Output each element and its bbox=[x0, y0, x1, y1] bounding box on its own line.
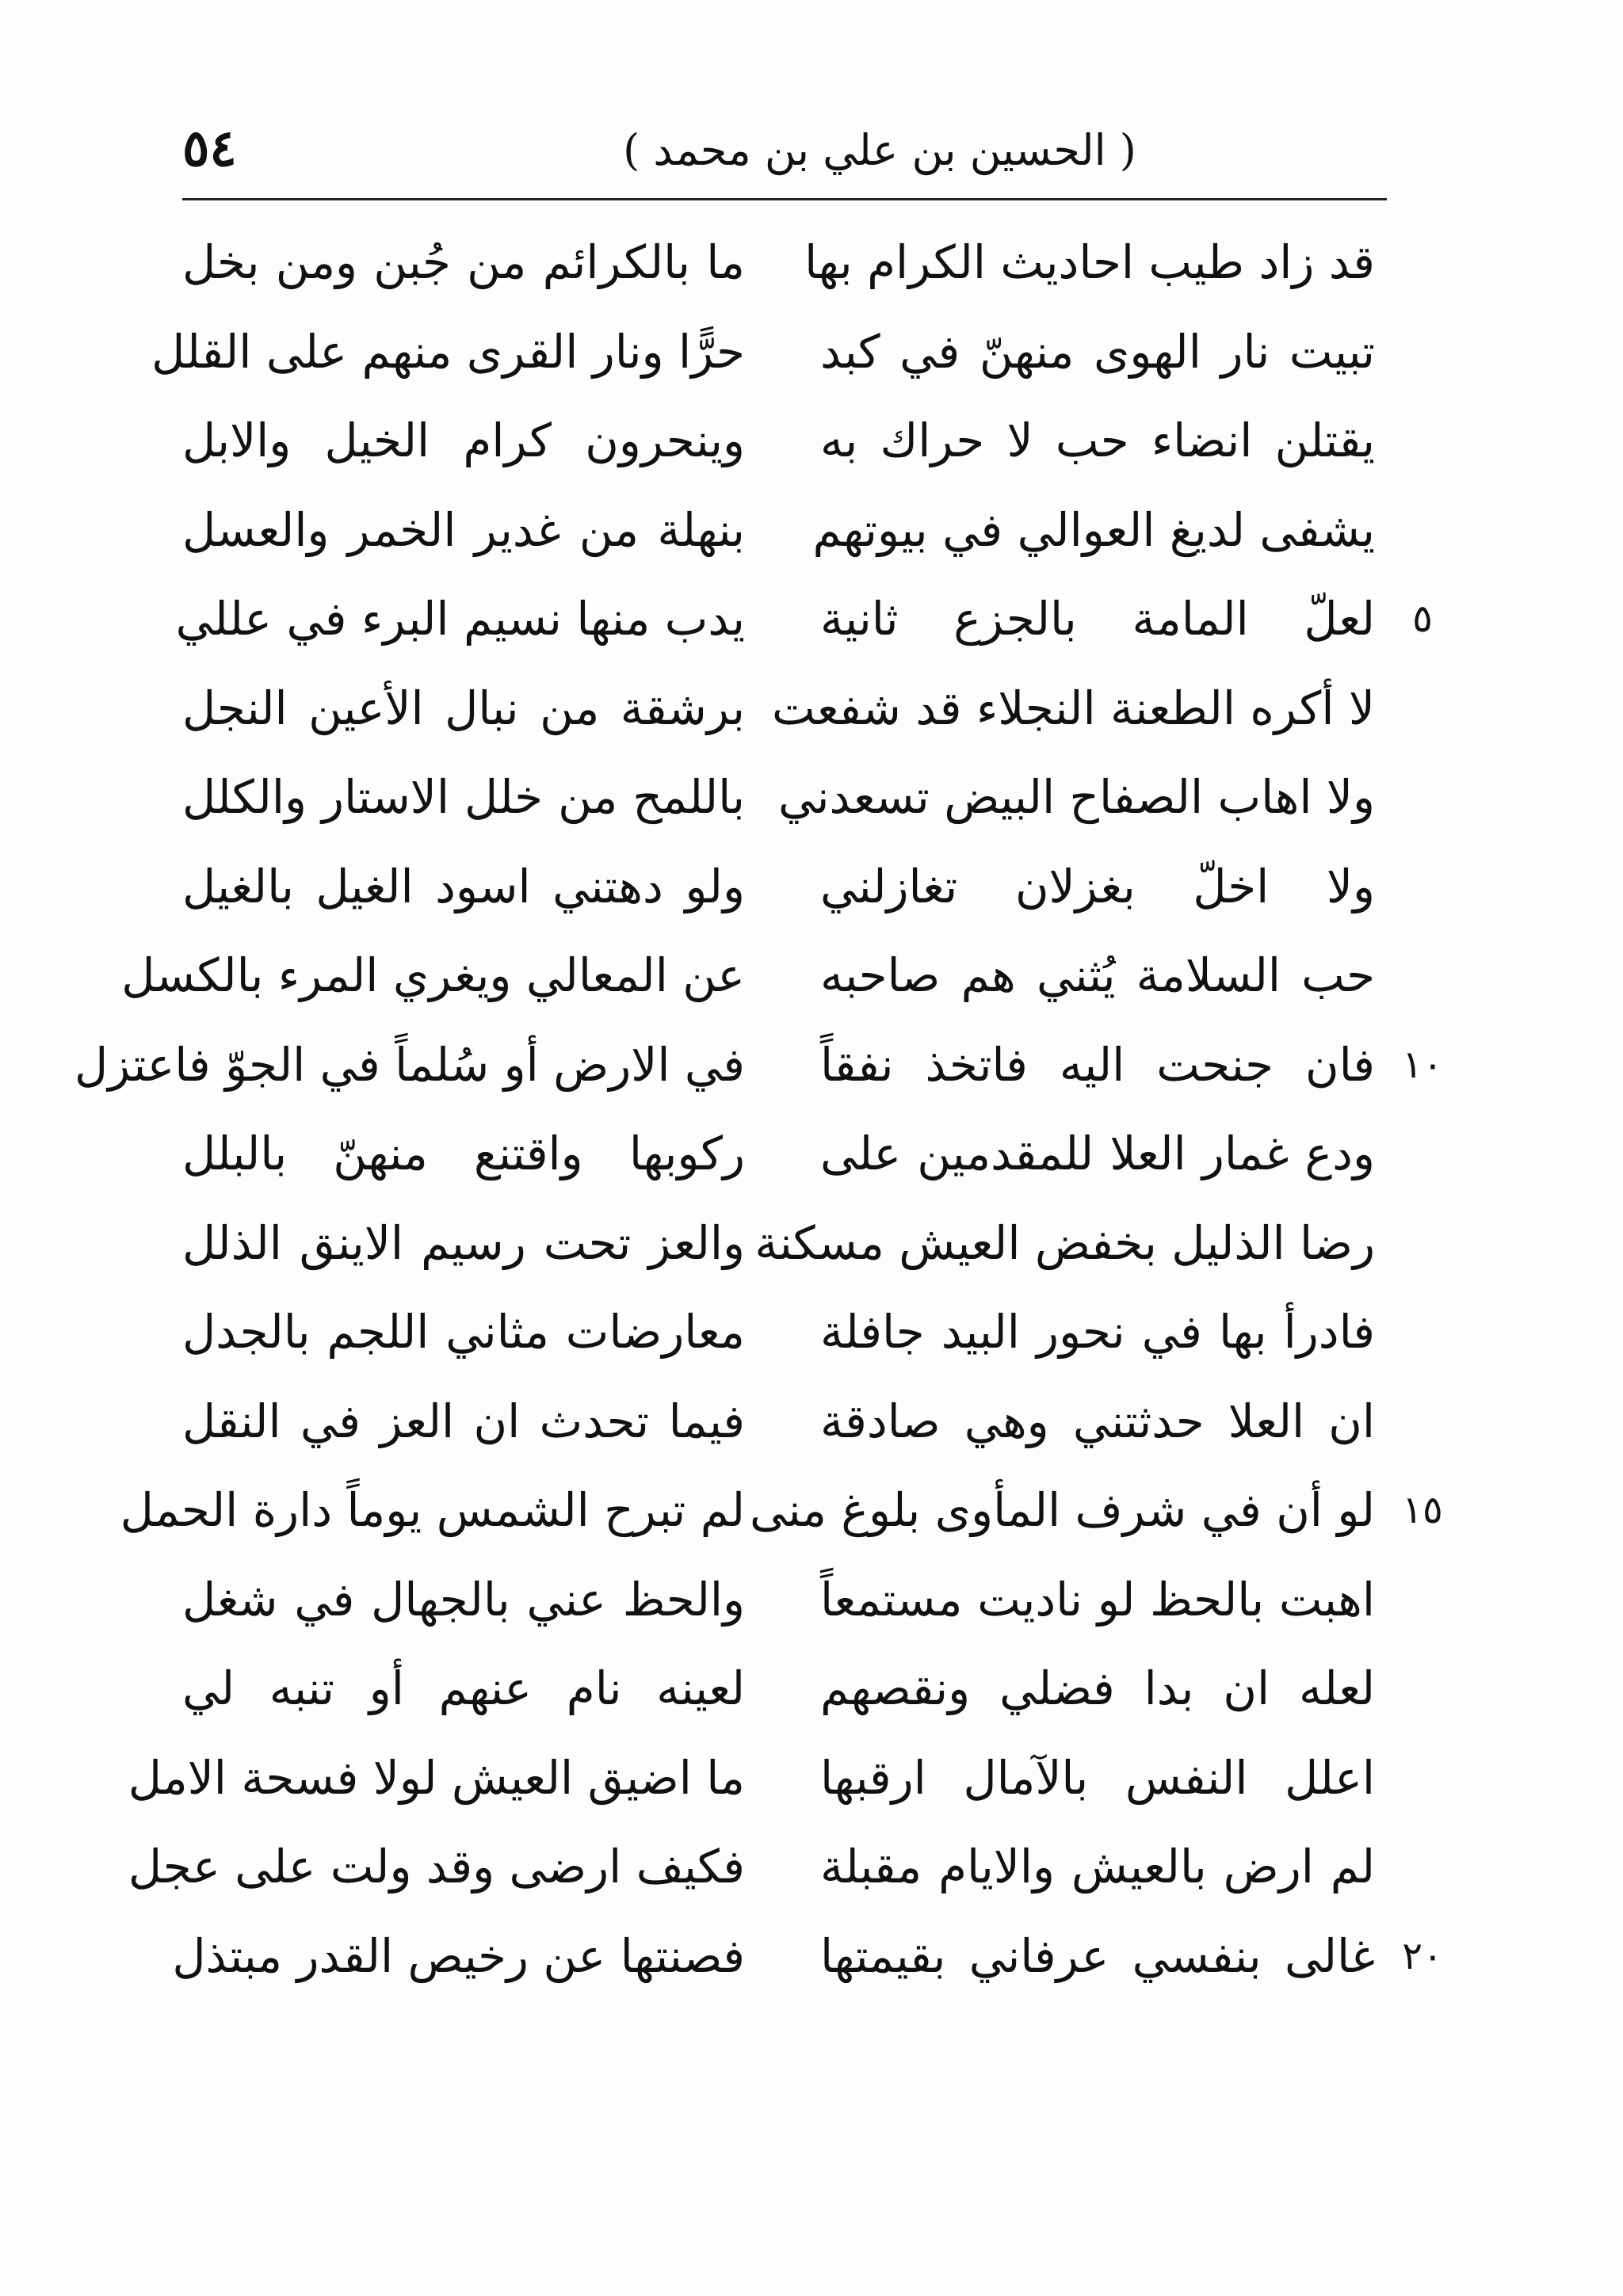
first-hemistich: يقتلن انضاء حب لا حراك به bbox=[820, 414, 1375, 467]
verse-line bbox=[0, 486, 1623, 573]
verse-line bbox=[0, 931, 1623, 1018]
verse-line bbox=[0, 1377, 1623, 1464]
first-hemistich: ولا اهاب الصفاح البيض تسعدني bbox=[778, 770, 1375, 824]
verse-line bbox=[0, 1199, 1623, 1286]
verse-line bbox=[0, 1555, 1623, 1642]
verse-number bbox=[1391, 1116, 1454, 1192]
second-hemistich: في الارض أو سُلماً في الجوّ فاعتزل bbox=[74, 1037, 745, 1092]
verse-line bbox=[0, 396, 1623, 483]
verse-number bbox=[1391, 314, 1454, 390]
verse-number bbox=[1391, 1562, 1454, 1638]
verse-line bbox=[0, 1287, 1623, 1375]
verse-number bbox=[1391, 402, 1454, 479]
first-hemistich: ودع غمار العلا للمقدمين على bbox=[820, 1127, 1375, 1180]
verse-line bbox=[0, 1822, 1623, 1909]
first-hemistich: اعلل النفس بالآمال ارقبها bbox=[820, 1750, 1375, 1805]
first-hemistich: تبيت نار الهوى منهنّ في كبد bbox=[820, 324, 1375, 379]
second-hemistich: عن المعالي ويغري المرء بالكسل bbox=[121, 948, 745, 1002]
verse-line bbox=[0, 574, 1623, 662]
page-header bbox=[182, 111, 1387, 190]
verse-number bbox=[1391, 1383, 1454, 1459]
second-hemistich: بنهلة من غدير الخمر والعسل bbox=[182, 502, 745, 557]
first-hemistich: فان جنحت اليه فاتخذ نفقاً bbox=[820, 1037, 1375, 1092]
verse-number: ٢٠ bbox=[1402, 1933, 1443, 1978]
second-hemistich: يدب منها نسيم البرء في عللي bbox=[175, 592, 745, 646]
verse-line bbox=[0, 1466, 1623, 1553]
first-hemistich: حب السلامة يُثني هم صاحبه bbox=[820, 948, 1375, 1002]
verse-line bbox=[0, 218, 1623, 305]
first-hemistich: اهبت بالحظ لو ناديت مستمعاً bbox=[820, 1572, 1375, 1627]
first-hemistich: ان العلا حدثتني وهي صادقة bbox=[820, 1394, 1375, 1448]
second-hemistich: فكيف ارضى وقد ولت على عجل bbox=[128, 1840, 745, 1894]
verse-number bbox=[1391, 1829, 1454, 1905]
second-hemistich: حرًّا ونار القرى منهم على القلل bbox=[151, 324, 745, 379]
second-hemistich: ما اضيق العيش لولا فسحة الامل bbox=[128, 1750, 745, 1805]
verse-line bbox=[0, 842, 1623, 929]
verse-line bbox=[0, 1109, 1623, 1196]
first-hemistich: لعلّ المامة بالجزع ثانية bbox=[820, 592, 1375, 646]
verse-number: ٥ bbox=[1412, 597, 1433, 641]
first-hemistich: غالى بنفسي عرفاني بقيمتها bbox=[820, 1928, 1375, 1983]
first-hemistich: رضا الذليل بخفض العيش مسكنة bbox=[754, 1215, 1375, 1270]
verse-line bbox=[0, 1912, 1623, 1999]
first-hemistich: لعله ان بدا فضلي ونقصهم bbox=[820, 1661, 1375, 1715]
verse-line bbox=[0, 1020, 1623, 1108]
second-hemistich: معارضات مثاني اللجم بالجدل bbox=[182, 1305, 745, 1359]
second-hemistich: ما بالكرائم من جُبن ومن بخل bbox=[182, 235, 745, 289]
second-hemistich: والحظ عني بالجهال في شغل bbox=[182, 1572, 745, 1627]
verse-line bbox=[0, 753, 1623, 840]
verse-number bbox=[1391, 224, 1454, 300]
verse-number bbox=[1391, 759, 1454, 835]
verse-number bbox=[1391, 492, 1454, 568]
first-hemistich: فادرأ بها في نحور البيد جافلة bbox=[820, 1305, 1375, 1359]
verse-number: ١٥ bbox=[1402, 1488, 1443, 1532]
header-rule bbox=[182, 198, 1387, 200]
first-hemistich: قد زاد طيب احاديث الكرام بها bbox=[804, 235, 1375, 289]
verse-number: ١٠ bbox=[1402, 1042, 1443, 1087]
page-number: ٥٤ bbox=[182, 119, 237, 178]
first-hemistich: لو أن في شرف المأوى بلوغ منى bbox=[750, 1483, 1375, 1537]
verse-line bbox=[0, 1733, 1623, 1821]
first-hemistich: ولا اخلّ بغزلان تغازلني bbox=[820, 859, 1375, 913]
second-hemistich: ولو دهتني اسود الغيل بالغيل bbox=[182, 859, 745, 913]
verse-line bbox=[0, 307, 1623, 395]
verse-number bbox=[1391, 849, 1454, 925]
verse-line bbox=[0, 664, 1623, 751]
first-hemistich: لا أكره الطعنة النجلاء قد شفعت bbox=[772, 681, 1375, 735]
second-hemistich: ركوبها واقتنع منهنّ بالبلل bbox=[182, 1127, 745, 1180]
second-hemistich: والعز تحت رسيم الاينق الذلل bbox=[182, 1215, 745, 1270]
verse-number bbox=[1391, 1740, 1454, 1816]
second-hemistich: باللمح من خلل الاستار والكلل bbox=[182, 770, 745, 824]
first-hemistich: يشفى لديغ العوالي في بيوتهم bbox=[812, 502, 1375, 557]
second-hemistich: وينحرون كرام الخيل والابل bbox=[182, 414, 745, 467]
verse-number bbox=[1391, 1294, 1454, 1370]
second-hemistich: فصنتها عن رخيص القدر مبتذل bbox=[172, 1928, 745, 1983]
verse-number bbox=[1391, 937, 1454, 1013]
verse-number bbox=[1391, 1650, 1454, 1726]
running-title: ( الحسين بن علي بن محمد ) bbox=[623, 125, 1136, 175]
verse-number bbox=[1391, 1205, 1454, 1281]
second-hemistich: برشقة من نبال الأعين النجل bbox=[182, 681, 745, 735]
second-hemistich: لعينه نام عنهم أو تنبه لي bbox=[182, 1661, 745, 1715]
second-hemistich: لم تبرح الشمس يوماً دارة الحمل bbox=[120, 1483, 745, 1537]
first-hemistich: لم ارض بالعيش والايام مقبلة bbox=[820, 1840, 1375, 1894]
second-hemistich: فيما تحدث ان العز في النقل bbox=[182, 1394, 745, 1448]
verse-line bbox=[0, 1644, 1623, 1731]
verse-number bbox=[1391, 670, 1454, 746]
